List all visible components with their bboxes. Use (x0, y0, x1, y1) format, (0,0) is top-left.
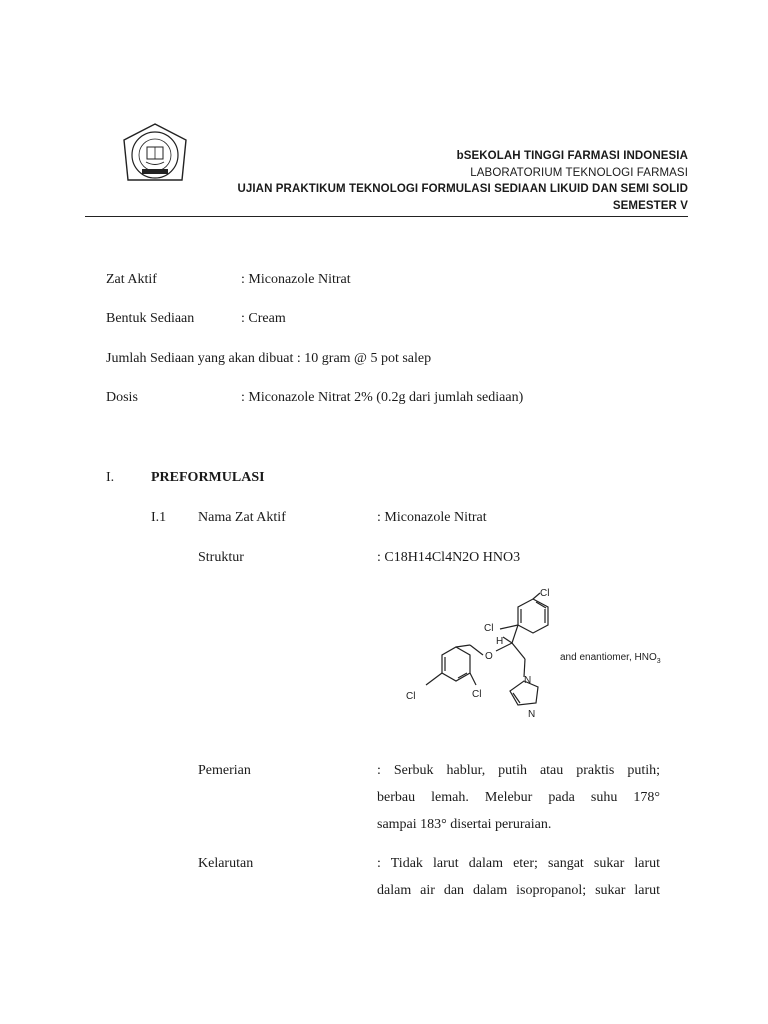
enantiomer-note: and enantiomer, $HNO_3$ (560, 652, 661, 665)
kelarutan-line-2: dalam air dan dalam isopropanol; sukar larut (377, 883, 660, 898)
kelarutan-label: Kelarutan (198, 856, 254, 871)
lab-name: LABORATORIUM TEKNOLOGI FARMASI (470, 167, 688, 179)
subsection-number: I.1 (151, 510, 167, 525)
struktur-label: Struktur (198, 550, 244, 565)
nama-zat-label: Nama Zat Aktif (198, 510, 286, 525)
semester-label: SEMESTER V (612, 200, 688, 212)
bentuk-sediaan-value: : Cream (241, 311, 286, 326)
section-title: PREFORMULASI (151, 470, 265, 485)
atom-n-bottom: N (528, 709, 536, 720)
atom-cl-lower: Cl (472, 689, 482, 700)
section-number: I. (106, 470, 115, 485)
zat-aktif-label: Zat Aktif (106, 272, 157, 287)
dosis-label: Dosis (106, 390, 138, 405)
nama-zat-value: : Miconazole Nitrat (377, 510, 487, 525)
pemerian-line-1: : Serbuk hablur, putih atau praktis putih; (377, 763, 660, 778)
atom-h: H (496, 636, 504, 647)
atom-n-top: N (524, 675, 532, 686)
jumlah-sediaan-line: Jumlah Sediaan yang akan dibuat : 10 gram @ 5 pot salep (106, 351, 432, 366)
pemerian-label: Pemerian (198, 763, 251, 778)
header-divider (85, 216, 688, 217)
bentuk-sediaan-label: Bentuk Sediaan (106, 311, 195, 326)
pemerian-line-2: berbau lemah. Melebur pada suhu 178° (377, 790, 660, 805)
atom-o: O (485, 651, 493, 662)
miconazole-structure-diagram (400, 585, 670, 725)
zat-aktif-value: : Miconazole Nitrat (241, 272, 351, 287)
institution-logo (120, 122, 190, 188)
atom-cl-left: Cl (406, 691, 416, 702)
exam-title: UJIAN PRAKTIKUM TEKNOLOGI FORMULASI SEDIAAN LIKUID DAN SEMI SOLID (237, 183, 688, 195)
pemerian-line-3: sampai 183° disertai peruraian. (377, 817, 552, 832)
kelarutan-line-1: : Tidak larut dalam eter; sangat sukar larut (377, 856, 660, 871)
struktur-value: : C18H14Cl4N2O HNO3 (377, 550, 521, 565)
institution-name: bSEKOLAH TINGGI FARMASI INDONESIA (456, 150, 688, 162)
atom-cl-top: Cl (540, 588, 550, 599)
dosis-value: : Miconazole Nitrat 2% (0.2g dari jumlah sediaan) (241, 390, 524, 405)
atom-cl-upper: Cl (484, 623, 494, 634)
